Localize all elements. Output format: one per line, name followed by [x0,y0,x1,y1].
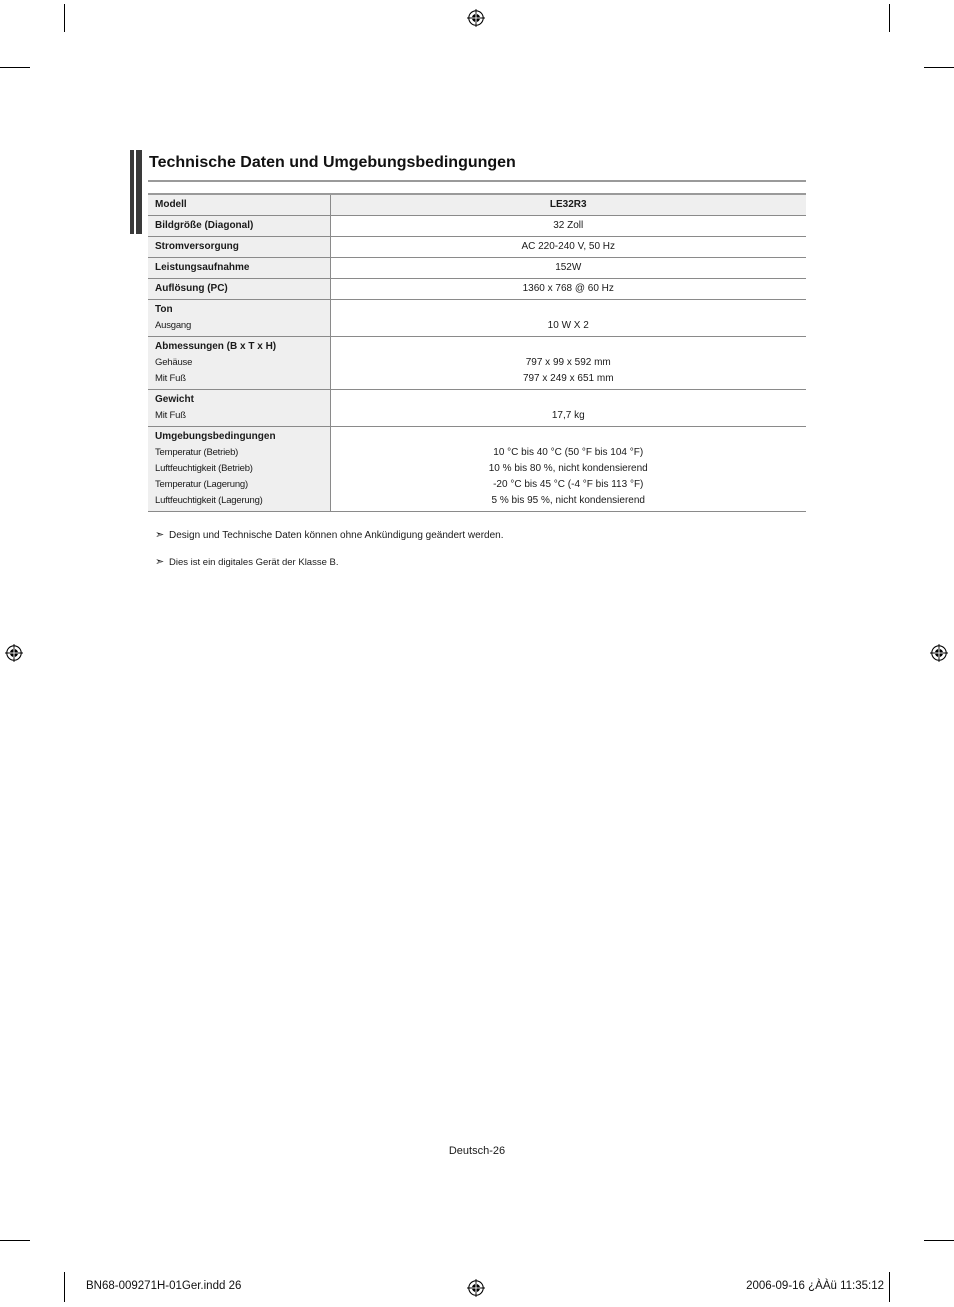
crop-mark [0,67,30,68]
crop-mark [64,1272,65,1302]
page-number: Deutsch-26 [448,1145,506,1157]
footer-timestamp: 2006-09-16 ¿ÀÀü 11:35:12 [746,1280,884,1292]
spec-value: 1360 x 768 @ 60 Hz [522,283,614,294]
spec-group-title: Abmessungen (B x T x H) [155,341,277,352]
note-text: Design und Technische Daten können ohne Ankündigung geändert werden. [169,530,504,541]
spec-label: Stromversorgung [148,237,330,258]
spec-group-title: Gewicht [155,394,194,405]
table-row [148,258,806,279]
table-row [148,427,806,512]
section-side-bar-gap [134,150,136,234]
spec-value: 797 x 99 x 592 mm [525,357,611,368]
title-rule [148,180,806,182]
table-row [148,237,806,258]
crop-mark [0,1240,30,1241]
registration-mark-icon [5,644,23,662]
spec-group-labels [148,427,330,512]
spec-value: 5 % bis 95 %, nicht kondensierend [491,495,645,506]
spec-label: Temperatur (Lagerung) [155,479,248,490]
table-row [148,390,806,427]
spec-value: 152W [555,262,582,273]
spec-label: Mit Fuß [155,373,186,384]
note-item [155,555,339,568]
spec-group-values [330,337,806,390]
crop-mark [64,4,65,32]
spec-label: Leistungsaufnahme [148,258,330,279]
note-text: Dies ist ein digitales Gerät der Klasse B. [169,557,339,568]
spec-label: Bildgröße (Diagonal) [148,216,330,237]
spec-label: Gehäuse [155,357,193,368]
spec-group-title: Umgebungsbedingungen [155,431,276,442]
spec-value: 797 x 249 x 651 mm [522,373,614,384]
spec-label: Ausgang [155,320,192,331]
spec-value: 10 °C bis 40 °C (50 °F bis 104 °F) [493,447,644,458]
spec-label: Luftfeuchtigkeit (Lagerung) [155,495,263,506]
table-row [148,194,806,216]
spec-group-values [330,427,806,512]
spec-value: LE32R3 [330,194,806,216]
arrow-right-icon: ➣ [155,529,165,541]
crop-mark [924,67,954,68]
table-row [148,216,806,237]
note-item [155,528,504,541]
spec-group-labels [148,390,330,427]
registration-mark-icon [467,9,485,27]
table-row [148,279,806,300]
spec-group-labels [148,337,330,390]
spec-group-labels [148,300,330,337]
arrow-right-icon: ➣ [155,556,165,568]
spec-value: 17,7 kg [551,410,585,421]
spec-value: AC 220-240 V, 50 Hz [521,241,616,252]
section-side-bar [130,150,142,234]
page-title: Technische Daten und Umgebungsbedingungen [149,154,516,171]
footer-file-name: BN68-009271H-01Ger.indd 26 [86,1280,242,1292]
crop-mark [889,1272,890,1302]
crop-mark [889,4,890,32]
crop-mark [924,1240,954,1241]
spec-value: 10 W X 2 [547,320,589,331]
spec-value: 10 % bis 80 %, nicht kondensierend [488,463,648,474]
spec-label: Luftfeuchtigkeit (Betrieb) [155,463,253,474]
spec-value: 32 Zoll [553,220,584,231]
spec-label: Mit Fuß [155,410,186,421]
registration-mark-icon [930,644,948,662]
spec-table [148,193,806,512]
registration-mark-icon [467,1279,485,1297]
spec-label: Auflösung (PC) [148,279,330,300]
table-row [148,300,806,337]
spec-value: -20 °C bis 45 °C (-4 °F bis 113 °F) [493,479,644,490]
spec-group-title: Ton [155,304,173,315]
spec-group-values [330,300,806,337]
table-row [148,337,806,390]
spec-label: Temperatur (Betrieb) [155,447,239,458]
spec-label: Modell [148,194,330,216]
spec-group-values [330,390,806,427]
